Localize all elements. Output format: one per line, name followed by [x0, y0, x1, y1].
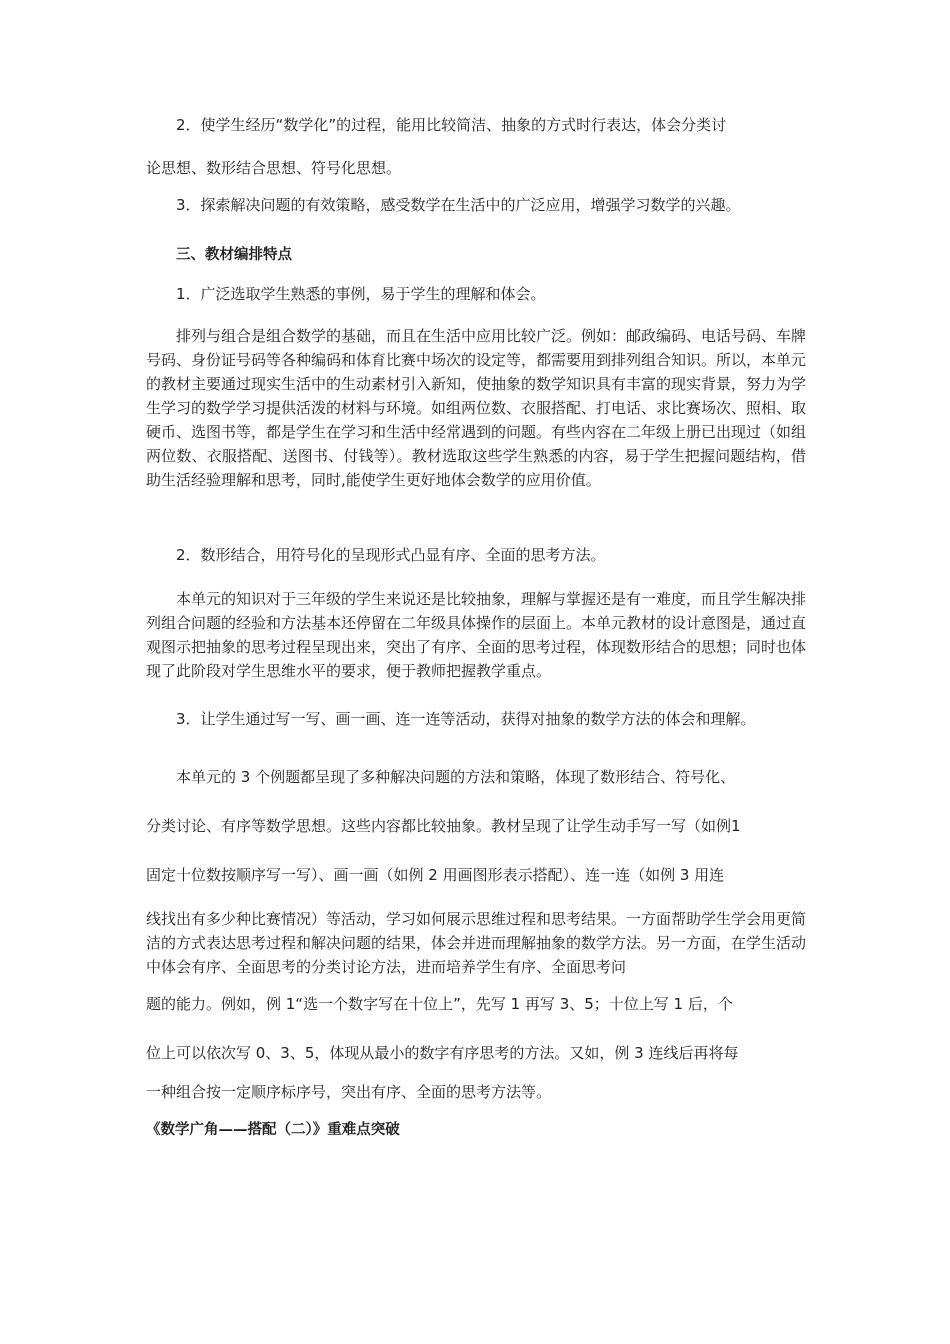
feature-3-line-1: 本单元的 3 个例题都呈现了多种解决问题的方法和策略，体现了数形结合、符号化、	[176, 768, 736, 786]
feature-2-paragraph: 本单元的知识对于三年级的学生来说还是比较抽象，理解与掌握还是有一难度，而且学生解决排列组合问题的经验和方法基本还停留在二年级具体操作的层面上。本单元教材的设计意图是，通过直观图示把抽象的思考过程呈现出来，突出了有序、全面的思考过程，体现数形结合的思想；同时也体现了此阶段对学生思维水平的要求，便于教师把握教学重点。	[146, 590, 807, 680]
feature-3-line-2: 分类讨论、有序等数学思想。这些内容都比较抽象。教材呈现了让学生动手写一写（如例1	[146, 817, 741, 835]
feature-2-heading: 2．数形结合，用符号化的呈现形式凸显有序、全面的思考方法。	[176, 546, 606, 564]
goal-2-line-2: 论思想、数形结合思想、符号化思想。	[146, 159, 402, 177]
next-title: 《数学广角——搭配（二）》重难点突破	[146, 1122, 400, 1138]
feature-3-line-3: 固定十位数按顺序写一写）、画一画（如例 2 用画图形表示搭配）、连一连（如例 3 用连	[146, 866, 725, 884]
feature-3-line-4: 线找出有多少种比赛情况）等活动，学习如何展示思维过程和思考结果。一方面帮助学生学会用更简洁的方式表达思考过程和解决问题的结果，体会并进而理解抽象的数学方法。另一方面，在学生活动中体会有序、全面思考的分类讨论方法，进而培养学生有序、全面思考问	[146, 910, 807, 976]
feature-3-line-6: 位上可以依次写 0、3、5，体现从最小的数字有序思考的方法。又如，例 3 连线后再将每	[146, 1044, 739, 1062]
feature-3-heading: 3．让学生通过写一写、画一画、连一连等活动，获得对抽象的数学方法的体会和理解。	[176, 710, 756, 728]
feature-1-paragraph: 排列与组合是组合数学的基础，而且在生活中应用比较广泛。例如：邮政编码、电话号码、车牌号码、身份证号码等各种编码和体育比赛中场次的设定等，都需要用到排列组合知识。所以，本单元的教材主要通过现实生活中的生动素材引入新知，使抽象的数学知识具有丰富的现实背景，努力为学生学习的数学学习提供活泼的材料与环境。如组两位数、衣服搭配、打电话、求比赛场次、照相、取硬币、选图书等，都是学生在学习和生活中经常遇到的问题。有些内容在二年级上册已出现过（如组两位数、衣服搭配、送图书、付钱等）。教材选取这些学生熟悉的内容，易于学生把握问题结构，借助生活经验理解和思考，同时,能使学生更好地体会数学的应用价值。	[146, 327, 807, 489]
feature-1-heading: 1．广泛选取学生熟悉的事例，易于学生的理解和体会。	[176, 285, 546, 303]
goal-3: 3．探索解决问题的有效策略，感受数学在生活中的广泛应用，增强学习数学的兴趣。	[176, 196, 741, 214]
feature-3-line-7: 一种组合按一定顺序标序号，突出有序、全面的思考方法等。	[146, 1083, 552, 1101]
section-heading: 三、教材编排特点	[176, 247, 292, 263]
feature-3-line-5: 题的能力。例如，例 1“选一个数字写在十位上”，先写 1 再写 3、5；十位上写 1 后，个	[146, 995, 733, 1013]
goal-2-line-1: 2．使学生经历“数学化”的过程，能用比较简洁、抽象的方式时行表达，体会分类讨	[176, 116, 727, 134]
